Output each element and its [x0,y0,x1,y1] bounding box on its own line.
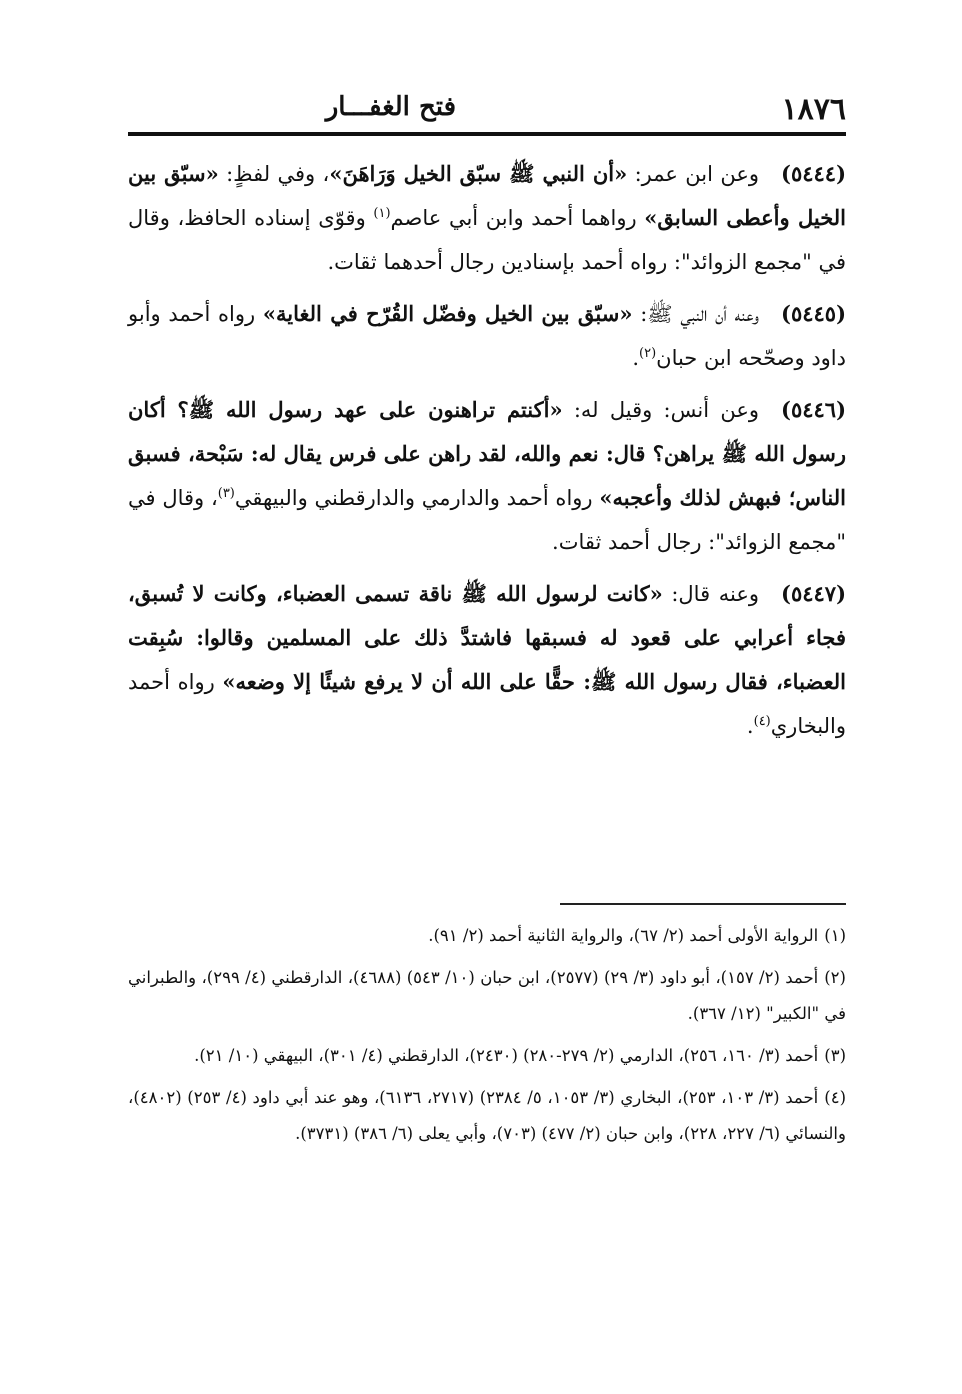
entry-intro: وعنه قال: [662,582,759,606]
footnote-text: أحمد (٣/ ١٠٣، ٢٥٣)، البخاري (٣/ ١٠٥٣، ٥/ ٢٣٨٤) (٢٧١٧، ٦١٣٦)، وهو عند أبي داود (٤/ ٢٥٣) (٤٨٠٢)، والنسائي (٦/ ٢٢٧، ٢٢٨)، وابن حبان (٢/ ٤٧٧) (٧٠٣)، وأبي يعلى (٦/ ٣٨٦) (٣٧٣١). [128,1088,846,1143]
narration-text: رواه أحمد والبخاري [128,670,846,738]
hadith-entry-5444 [128,152,846,284]
entry-text: . [746,714,754,738]
footnote-text: أحمد (٢/ ١٥٧)، أبو داود (٣/ ٢٩) (٢٥٧٧)، ابن حبان (١٠/ ٥٤٣) (٤٦٨٨)، الدارقطني (٤/ ٢٩٩)، والطبراني في "الكبير" (١٢/ ٣٦٧). [128,968,846,1023]
footnote-ref[interactable]: (١) [373,206,391,221]
entry-number: (٥٤٤٥) [781,301,847,326]
footnote-ref[interactable]: (٤) [753,714,771,729]
hadith-entry-5447 [128,572,846,748]
entry-text: . [632,346,639,370]
footnote-3 [128,1038,846,1074]
footnote-separator [560,903,846,905]
footnote-4 [128,1080,846,1152]
entry-intro: وعنه أن النبي ﷺ: [632,302,760,326]
running-title: فتح الغفـــار [325,92,456,122]
entry-text: ، وفي لفظٍ: [218,162,330,186]
hadith-quote: «أن النبي ﷺ سبّق الخيل وَرَاهَنَ» [329,161,628,186]
footnote-text: أحمد (٣/ ١٦٠، ٢٥٦)، الدارمي (٢/ ٢٧٩-٢٨٠) (٢٤٣٠)، الدارقطني (٤/ ٣٠١)، البيهقي (١٠/ ٢١). [194,1046,819,1065]
page-header [128,92,846,132]
entry-text: وقوّى إسناده الحافظ، وقال في "مجمع الزوائد": رواه أحمد بإسنادين رجال أحدهما ثقات. [128,206,846,274]
footnote-2 [128,960,846,1032]
entry-text: ، وقال في "مجمع الزوائد": رجال أحمد ثقات. [128,486,846,554]
entry-intro: وعن أنس: وقيل له: [562,398,759,422]
narration-text: رواه أحمد والدارمي والدارقطني والبيهقي [234,486,600,510]
narration-text: رواه أحمد وأبو داود وصحّحه ابن حبان [128,302,846,370]
footnote-text: الرواية الأولى أحمد (٢/ ٦٧)، والرواية الثانية أحمد (٢/ ٩١). [428,926,819,945]
entry-number: (٥٤٤٤) [781,161,846,186]
entry-number: (٥٤٤٧) [781,581,846,606]
footnote-marker: (٢) [824,968,846,987]
header-rule [128,132,846,136]
hadith-quote: «كانت لرسول الله ﷺ ناقة تسمى العضباء، وكانت لا تُسبق، فجاء أعرابي على قعود له فسبقها فاشتدَّ ذلك على المسلمين وقالوا: سُبِقت العضباء، فقال رسول الله ﷺ: حقًّا على الله أن لا يرفع شيئًا إلا وضعه» [128,581,846,694]
footnote-marker: (٤) [824,1088,846,1107]
hadith-quote: «سبّق بين الخيل وفضّل القُرّح في الغاية» [262,301,633,326]
footnote-marker: (٣) [824,1046,846,1065]
entry-number: (٥٤٤٦) [781,397,846,422]
main-text [128,152,846,756]
footnote-1 [128,918,846,954]
page-number: ١٨٧٦ [781,92,846,127]
footnote-ref[interactable]: (٣) [217,486,235,501]
hadith-quote: «أكنتم تراهنون على عهد رسول الله ﷺ؟ أكان رسول الله ﷺ يراهن؟ قال: نعم والله، لقد راهن على فرس يقال له: سَبْحة، فسبق الناس؛ فبهش لذلك وأعجبه» [128,397,847,510]
hadith-entry-5446 [128,388,846,564]
hadith-quote: «سبّق بين الخيل وأعطى السابق» [128,161,846,230]
footnote-ref[interactable]: (٢) [639,346,657,361]
entry-intro: وعن ابن عمر: [627,162,759,186]
footnote-marker: (١) [824,926,846,945]
hadith-entry-5445 [128,292,846,380]
footnotes [128,918,846,1158]
narration-text: رواهما أحمد وابن أبي عاصم [390,206,645,230]
